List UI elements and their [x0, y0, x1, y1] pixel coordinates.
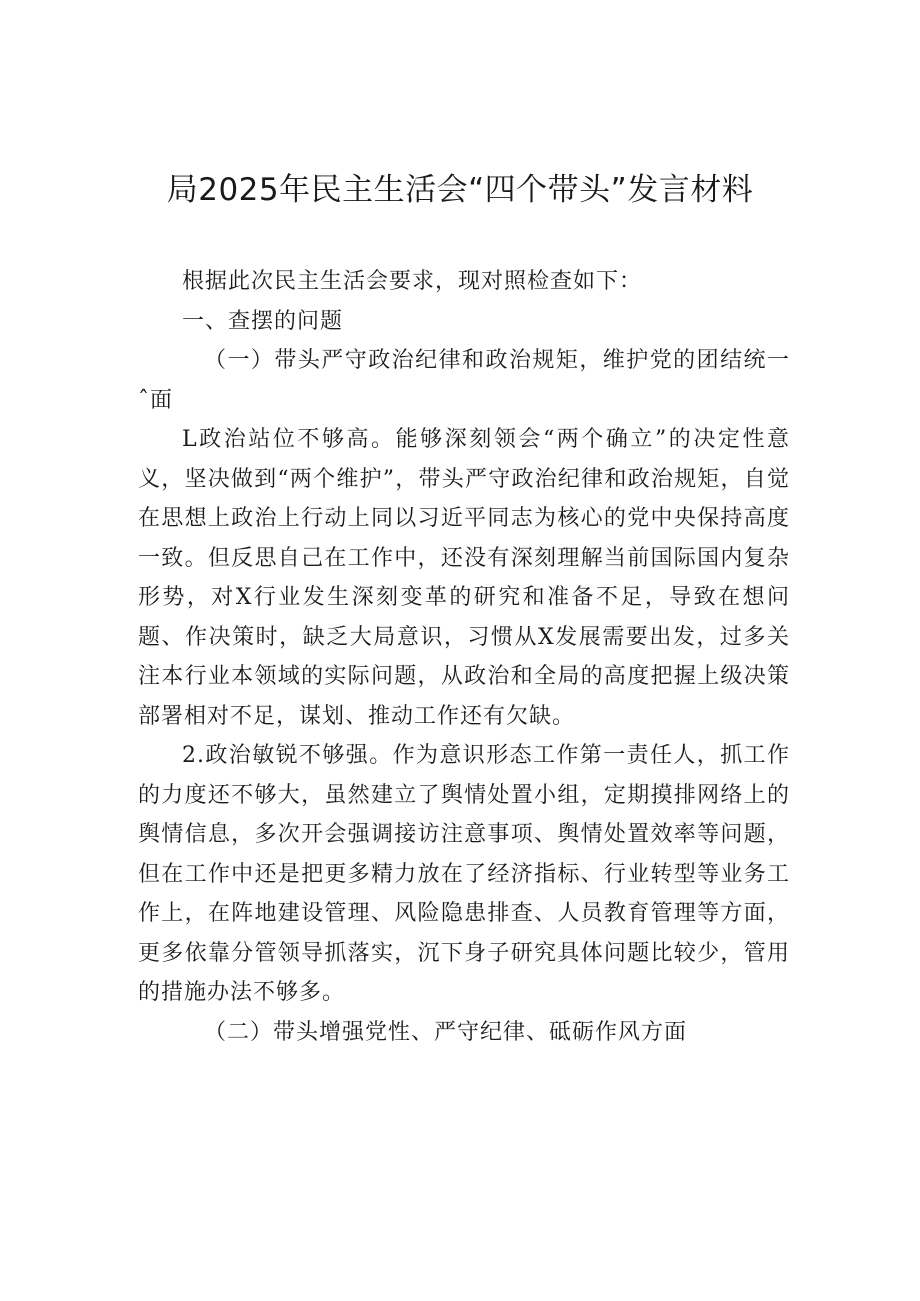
section-heading-problems: 一、查摆的问题 [182, 308, 344, 334]
subsection-heading-1: （一）带头严守政治纪律和政治规矩，维护党的团结统一ˆ面 [138, 348, 790, 413]
paragraph-political-sensitivity: 2.政治敏锐不够强。作为意识形态工作第一责任人，抓工作的力度还不够大，虽然建立了舆情处置小组，定期摸排网络上的舆情信息，多次开会强调接访注意事项、舆情处置效率等问题，但在工作中还是把更多精力放在了经济指标、行业转型等业务工作上，在阵地建设管理、风险隐患排查、人员教育管理等方面，更多依靠分管领导抓落实，沉下身子研究具体问题比较少，管用的措施办法不够多。 [138, 743, 790, 1005]
document-title: 局2025年民主生活会“四个带头”发言材料 [166, 172, 754, 208]
subsection-heading-2: （二）带头增强党性、严守纪律、砥砺作风方面 [204, 1019, 688, 1045]
paragraph-political-position: L政治站位不够高。能够深刻领会“两个确立”的决定性意义，坚决做到“两个维护”，带头严守政治纪律和政治规矩，自觉在思想上政治上行动上同以习近平同志为核心的党中央保持高度一致。但反思自己在工作中，还没有深刻理解当前国际国内复杂形势，对X行业发生深刻变革的研究和准备不足，导致在想问题、作决策时，缺乏大局意识，习惯从X发展需要出发，过多关注本行业本领域的实际问题，从政治和全局的高度把握上级决策部署相对不足，谋划、推动工作还有欠缺。 [138, 427, 790, 729]
document-body [138, 262, 790, 1052]
intro-paragraph: 根据此次民主生活会要求，现对照检查如下： [182, 269, 643, 294]
